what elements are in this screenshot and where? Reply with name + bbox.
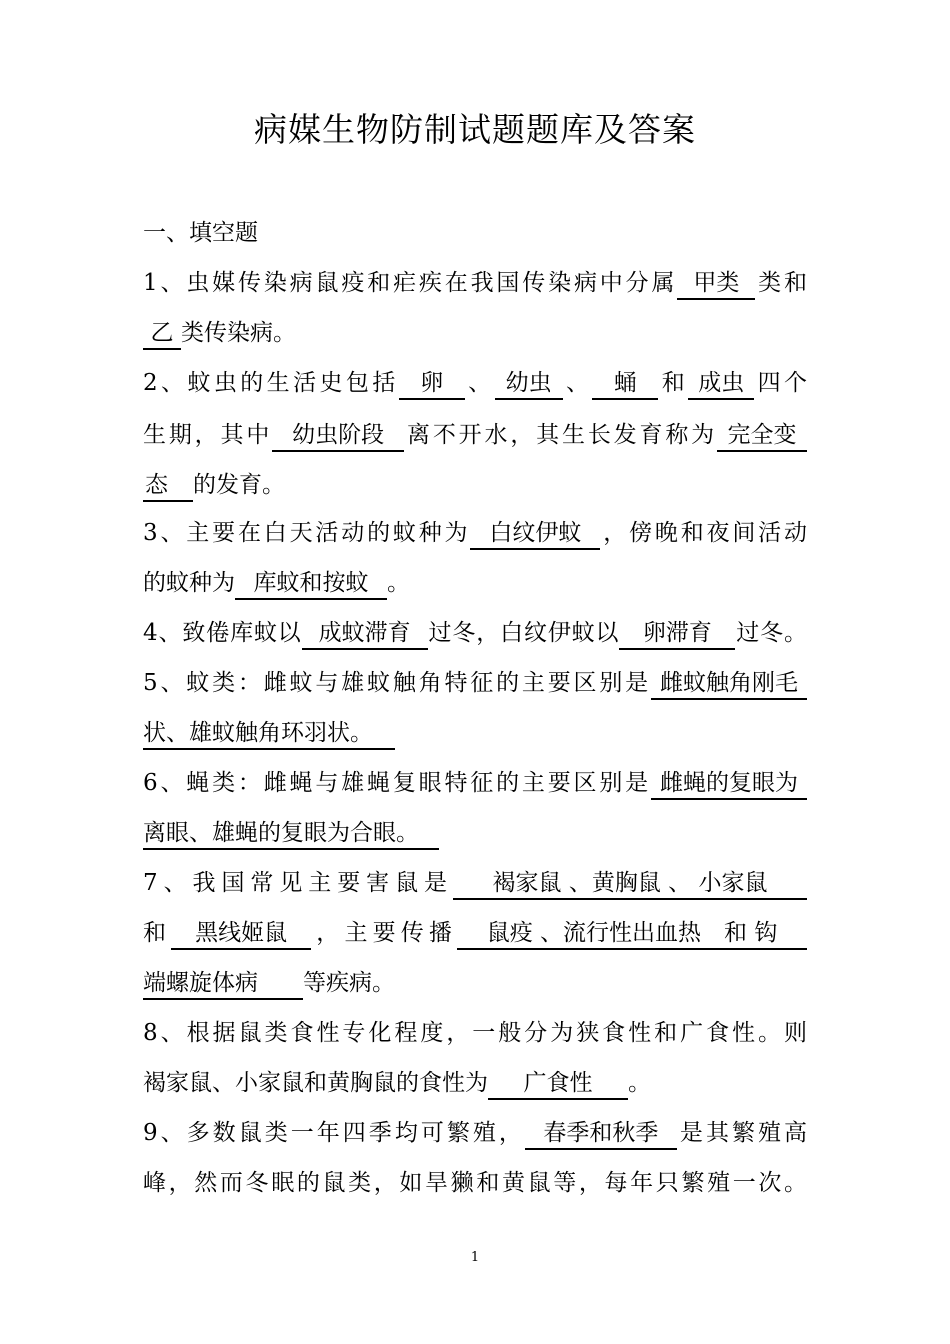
answer-blank: 幼虫阶段 bbox=[272, 420, 404, 452]
answer-blank: 甲类 bbox=[677, 268, 755, 300]
question-1-line-2: 乙 类传染病。 bbox=[143, 318, 296, 350]
page-title: 病媒生物防制试题题库及答案 bbox=[254, 110, 696, 149]
question-7-line-2: 和 黑线姬鼠 ，主要传播 鼠疫 、流行性出血热 和 钩 bbox=[143, 918, 807, 950]
answer-blank: 黑线姬鼠 bbox=[171, 918, 311, 950]
question-7-line-3: 端螺旋体病 等疾病。 bbox=[143, 968, 395, 1000]
question-7-line-1: 7、我国常见主要害鼠是 褐家鼠 、黄胸鼠 、 小家鼠 bbox=[143, 868, 807, 900]
answer-blank: 卵滞育 bbox=[619, 618, 735, 650]
answer-blank: 乙 bbox=[143, 318, 181, 350]
answer-blank: 蛹 bbox=[592, 368, 658, 400]
question-3-line-1: 3、主要在白天活动的蚊种为 白纹伊蚊 ，傍晚和夜间活动 bbox=[143, 518, 807, 550]
page-number: 1 bbox=[470, 1250, 480, 1265]
question-8-line-2: 褐家鼠、小家鼠和黄胸鼠的食性为 广食性 。 bbox=[143, 1068, 651, 1100]
section-heading: 一、填空题 bbox=[143, 220, 258, 246]
answer-blank: 褐家鼠 、黄胸鼠 、 小家鼠 bbox=[453, 868, 807, 900]
answer-blank: 离眼、雄蝇的复眼为合眼。 bbox=[143, 818, 439, 850]
question-1-line-1: 1、虫媒传染病鼠疫和疟疾在我国传染病中分属 甲类 类和 bbox=[143, 268, 807, 300]
answer-blank: 端螺旋体病 bbox=[143, 968, 303, 1000]
answer-blank: 雌蚊触角刚毛 bbox=[651, 668, 807, 700]
question-3-line-2: 的蚊种为 库蚊和按蚊 。 bbox=[143, 568, 410, 600]
answer-blank: 鼠疫 、流行性出血热 和 钩 bbox=[457, 918, 807, 950]
question-2-line-3: 态 的发育。 bbox=[143, 470, 285, 502]
answer-blank: 春季和秋季 bbox=[525, 1118, 677, 1150]
question-2-line-1: 2、蚊虫的生活史包括 卵 、 幼虫 、 蛹 和 成虫 四个 bbox=[143, 368, 807, 400]
answer-blank: 广食性 bbox=[488, 1068, 628, 1100]
question-5-line-1: 5、蚊类：雌蚊与雄蚊触角特征的主要区别是 雌蚊触角刚毛 bbox=[143, 668, 807, 700]
answer-blank: 幼虫 bbox=[495, 368, 563, 400]
question-9-line-1: 9、多数鼠类一年四季均可繁殖， 春季和秋季 是其繁殖高 bbox=[143, 1118, 807, 1150]
question-9-line-2: 峰，然而冬眠的鼠类，如旱獭和黄鼠等，每年只繁殖一次。 bbox=[143, 1170, 807, 1196]
question-6-line-2 bbox=[143, 818, 439, 850]
answer-blank: 状、雄蚊触角环羽状。 bbox=[143, 718, 395, 750]
answer-blank: 成蚊滞育 bbox=[302, 618, 428, 650]
answer-blank: 态 bbox=[143, 470, 193, 502]
question-2-line-2: 生期，其中 幼虫阶段 离不开水，其生长发育称为 完全变 bbox=[143, 420, 807, 452]
answer-blank: 完全变 bbox=[717, 420, 807, 452]
question-6-line-1: 6、蝇类：雌蝇与雄蝇复眼特征的主要区别是 雌蝇的复眼为 bbox=[143, 768, 807, 800]
question-5-line-2 bbox=[143, 718, 395, 750]
answer-blank: 白纹伊蚊 bbox=[470, 518, 600, 550]
question-4-line-1: 4、致倦库蚊以 成蚊滞育 过冬，白纹伊蚊以 卵滞育 过冬。 bbox=[143, 618, 807, 650]
answer-blank: 雌蝇的复眼为 bbox=[651, 768, 807, 800]
answer-blank: 成虫 bbox=[688, 368, 754, 400]
question-8-line-1: 8、根据鼠类食性专化程度，一般分为狭食性和广食性。则 bbox=[143, 1020, 807, 1046]
answer-blank: 库蚊和按蚊 bbox=[235, 568, 387, 600]
answer-blank: 卵 bbox=[399, 368, 465, 400]
